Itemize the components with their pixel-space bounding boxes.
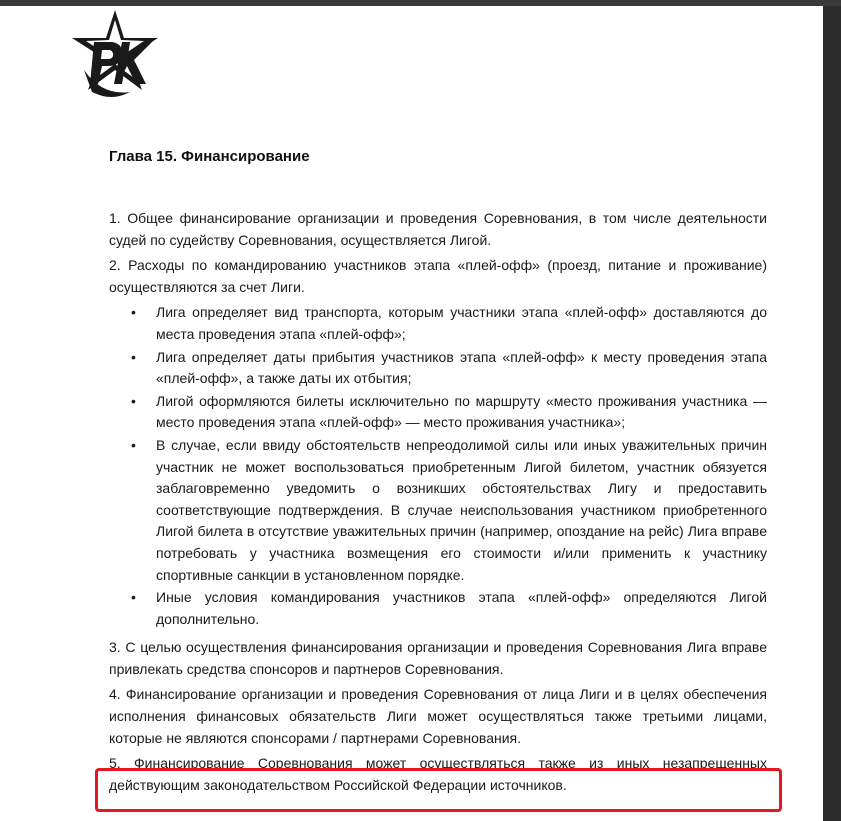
- list-item: [109, 435, 767, 586]
- paragraph-4: 4. Финансирование организации и проведения Соревнования от лица Лиги и в целях обеспечения исполнения финансовых обязательств Лиги может осуществляться также третьими лицами, которые не являются спонсорами / партнерами Соревнования.: [109, 686, 767, 746]
- bullet-icon: •: [131, 304, 136, 321]
- chapter-heading: Глава 15. Финансирование: [109, 148, 310, 165]
- list-item-text: В случае, если ввиду обстоятельств непреодолимой силы или иных уважительных причин участник не может воспользоваться приобретенным Лигой билетом, участник обязуется заблаговременно уведомить о возникших обстоятельствах Лигу и предоставить соответствующие подтверждения. В случае неиспользования участником приобретенного Лигой билета в отсутствие уважительных причин (например, опоздание на рейс) Лига вправе потребовать у участника возмещения его стоимости и/или применить к участнику спортивные санкции в установленном порядке.: [156, 436, 767, 583]
- list-item: [109, 302, 767, 345]
- bullet-list: [109, 302, 767, 630]
- bullet-icon: •: [131, 392, 136, 409]
- highlight-box: [95, 768, 782, 812]
- list-item: [109, 391, 767, 434]
- paragraph-2: 2. Расходы по командированию участников этапа «плей-офф» (проезд, питание и проживание) осуществляются за счет Лиги.: [109, 257, 767, 295]
- bullet-icon: •: [131, 348, 136, 365]
- league-logo: [72, 10, 158, 102]
- paragraph-1: 1. Общее финансирование организации и проведения Соревнования, в том числе деятельности судей по судейству Соревнования, осуществляется Лигой.: [109, 210, 767, 248]
- list-item: [109, 347, 767, 390]
- document-body: [109, 208, 767, 800]
- bullet-icon: •: [131, 436, 136, 453]
- list-item: [109, 587, 767, 630]
- list-item-text: Лига определяет вид транспорта, которым участники этапа «плей-офф» доставляются до места проведения этапа «плей-офф»;: [156, 304, 767, 342]
- list-item-text: Лигой оформляются билеты исключительно по маршруту «место проживания участника — место проведения этапа «плей-офф» — место проживания участника»;: [156, 392, 767, 431]
- list-item-text: Иные условия командирования участников этапа «плей-офф» определяются Лигой дополнительно.: [156, 589, 767, 627]
- paragraph-3: 3. С целью осуществления финансирования организации и проведения Соревнования Лига вправе привлекать средства спонсоров и партнеров Соревнования.: [109, 639, 767, 677]
- list-item-text: Лига определяет даты прибытия участников этапа «плей-офф» к месту проведения этапа «плей-офф», а также даты их отбытия;: [156, 348, 767, 387]
- paragraph-5: 5. Финансирование Соревнования может осуществляться также из иных незапрещенных действующим законодательством Российской Федерации источников.: [109, 755, 767, 793]
- bullet-icon: •: [131, 589, 136, 606]
- scrollbar-track[interactable]: [823, 6, 841, 821]
